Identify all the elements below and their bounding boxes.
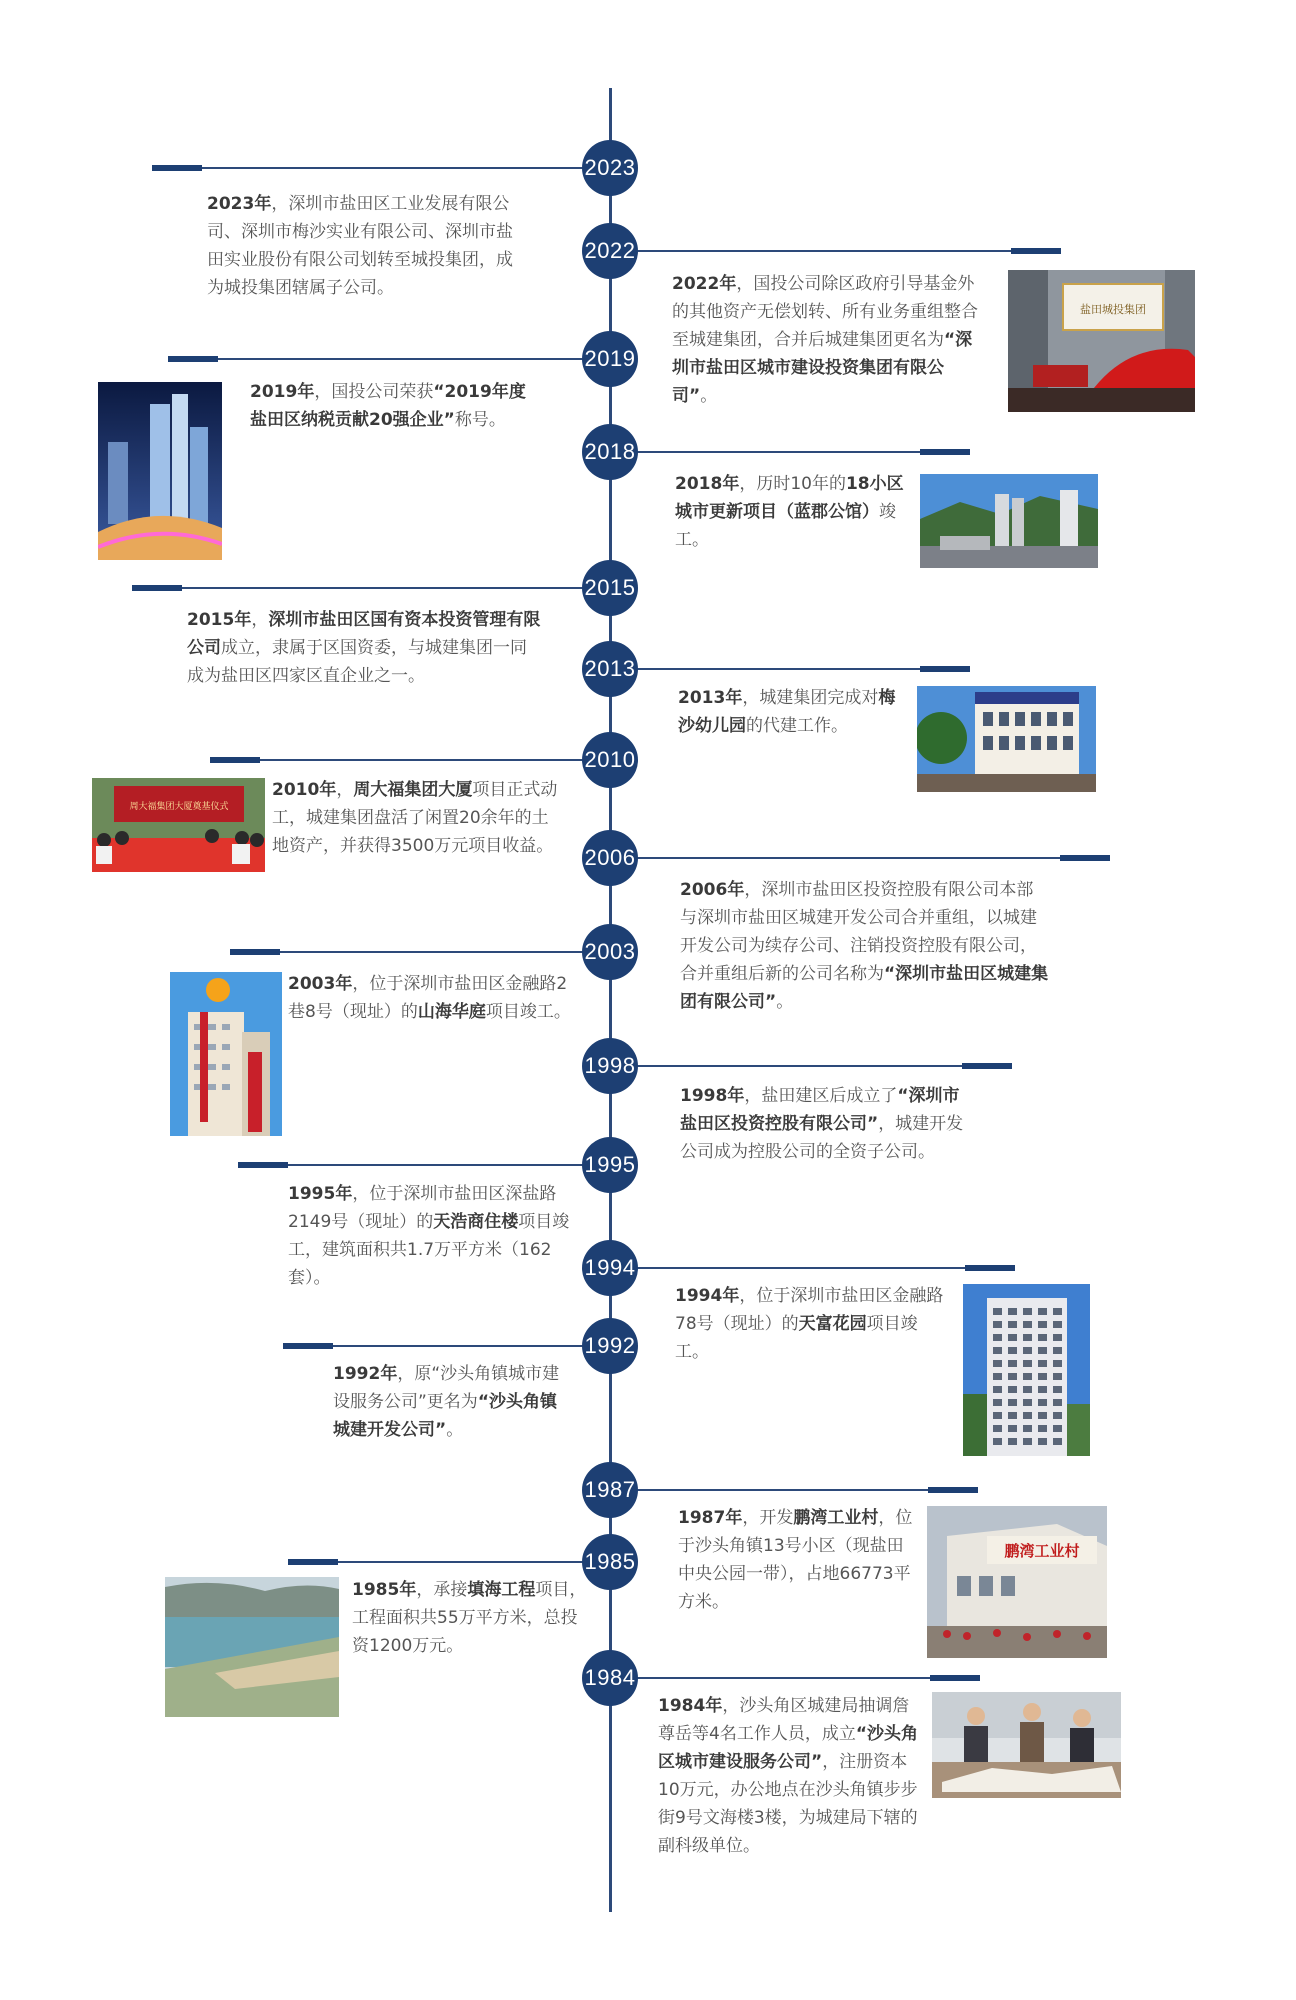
event-text-bold: 1998年 [680, 1086, 745, 1106]
event-text-span: ，原“沙头角镇城市建设服务公司”更名为 [333, 1364, 560, 1412]
event-text-bold: 2019年 [250, 382, 315, 402]
event-text-bold: 周大福集团大厦 [353, 780, 473, 800]
event-text-span: ，承接 [416, 1580, 468, 1600]
event-text-span: 项目竣工，建筑面积共1.7万平方米（162套）。 [288, 1212, 570, 1288]
connector-cap-1995 [238, 1162, 288, 1168]
event-text-bold: “深圳市盐田区投资控股有限公司” [680, 1086, 960, 1134]
event-text-span: 项目正式动工，城建集团盘活了闲置20余年的土地资产，并获得3500万元项目收益。 [272, 780, 558, 856]
connector-cap-2022 [1011, 248, 1061, 254]
year-marker-1995: 1995 [582, 1137, 638, 1193]
year-marker-2019: 2019 [582, 331, 638, 387]
year-marker-2023: 2023 [582, 140, 638, 196]
event-text-span: ，深圳市盐田区投资控股有限公司本部与深圳市盐田区城建开发公司合并重组，以城建开发公司为续存公司、注销投资控股有限公司，合并重组后新的公司名称为 [680, 880, 1037, 984]
event-text-bold: 山海华庭 [417, 1002, 486, 1022]
connector-cap-2018 [920, 449, 970, 455]
connector-line-2022 [610, 250, 1061, 252]
connector-line-2018 [610, 451, 970, 453]
event-text-bold: 1992年 [333, 1364, 398, 1384]
event-text-span: ，城建集团完成对 [742, 688, 879, 708]
event-text-2015 [187, 606, 542, 690]
event-text-1994 [675, 1282, 950, 1366]
event-text-1995 [288, 1180, 573, 1292]
event-text-bold: 梅沙幼儿园 [678, 688, 896, 736]
event-text-span: ，开发 [742, 1508, 794, 1528]
event-photo-2013 [917, 686, 1096, 792]
event-text-bold: “深圳市盐田区城建集团有限公司” [680, 964, 1049, 1012]
event-text-span: 项目，工程面积共55万平方米，总投资1200万元。 [352, 1580, 587, 1656]
event-text-span: 的代建工作。 [746, 716, 848, 736]
event-text-2022 [672, 270, 987, 410]
event-text-bold: 1994年 [675, 1286, 740, 1306]
event-text-span: 项目竣工。 [675, 1314, 918, 1362]
event-text-1987 [678, 1504, 918, 1616]
event-text-2003 [288, 970, 573, 1026]
event-text-span: 。 [776, 992, 794, 1012]
event-text-2019 [250, 378, 540, 434]
year-marker-1987: 1987 [582, 1462, 638, 1518]
connector-cap-2023 [152, 165, 202, 171]
year-marker-2006: 2006 [582, 830, 638, 886]
connector-cap-2003 [230, 949, 280, 955]
event-text-span: 成立，隶属于区国资委，与城建集团一同成为盐田区四家区直企业之一。 [187, 638, 527, 686]
event-text-span: 。 [700, 386, 718, 406]
year-marker-2013: 2013 [582, 641, 638, 697]
event-text-span: ，国投公司荣获 [314, 382, 434, 402]
connector-cap-2010 [210, 757, 260, 763]
connector-cap-2019 [168, 356, 218, 362]
connector-line-2019 [168, 358, 610, 360]
connector-line-1994 [610, 1267, 1015, 1269]
year-marker-1992: 1992 [582, 1318, 638, 1374]
connector-cap-2015 [132, 585, 182, 591]
event-photo-2019 [98, 382, 222, 560]
event-text-span: ，位于深圳市盐田区金融路78号（现址）的 [675, 1286, 944, 1334]
event-text-bold: 1984年 [658, 1696, 723, 1716]
event-text-span: ，注册资本10万元，办公地点在沙头角镇步步街9号文海楼3楼，为城建局下辖的副科级单位。 [658, 1752, 918, 1856]
event-text-bold: 18小区城市更新项目（蓝郡公馆） [675, 474, 904, 522]
event-text-2023 [207, 190, 529, 302]
event-text-span: ，城建开发公司成为控股公司的全资子公司。 [680, 1114, 964, 1162]
event-photo-1985 [165, 1577, 339, 1717]
event-text-2006 [680, 876, 1050, 1016]
connector-line-2010 [210, 759, 610, 761]
year-marker-1984: 1984 [582, 1650, 638, 1706]
event-text-span: ，盐田建区后成立了 [744, 1086, 898, 1106]
event-photo-2010 [92, 778, 265, 872]
event-text-bold: 2022年 [672, 274, 737, 294]
event-text-bold: 深圳市盐田区国有资本投资管理有限公司 [187, 610, 541, 658]
connector-cap-2013 [920, 666, 970, 672]
event-text-2018 [675, 470, 905, 554]
event-photo-1987 [927, 1506, 1107, 1658]
connector-line-2015 [132, 587, 610, 589]
connector-cap-1985 [288, 1559, 338, 1565]
connector-cap-2006 [1060, 855, 1110, 861]
connector-cap-1987 [928, 1487, 978, 1493]
event-text-bold: 2013年 [678, 688, 743, 708]
event-text-span: 称号。 [454, 410, 506, 430]
event-text-bold: 2015年 [187, 610, 252, 630]
event-text-span: ，位于沙头角镇13号小区（现盐田中央公园一带），占地66773平方米。 [678, 1508, 913, 1612]
event-text-1992 [333, 1360, 573, 1444]
event-text-1984 [658, 1692, 923, 1860]
event-text-span: ，位于深圳市盐田区金融路2巷8号（现址）的 [288, 974, 568, 1022]
event-text-bold: 1987年 [678, 1508, 743, 1528]
year-marker-2022: 2022 [582, 223, 638, 279]
connector-cap-1998 [962, 1063, 1012, 1069]
event-photo-2003 [170, 972, 282, 1136]
connector-line-1987 [610, 1489, 978, 1491]
connector-line-1984 [610, 1677, 980, 1679]
event-text-bold: 天富花园 [798, 1314, 867, 1334]
event-text-bold: 2023年 [207, 194, 272, 214]
connector-line-2023 [152, 167, 610, 169]
event-text-span: 竣工。 [675, 502, 896, 550]
event-text-2010 [272, 776, 564, 860]
year-marker-2018: 2018 [582, 424, 638, 480]
event-text-span: ，国投公司除区政府引导基金外的其他资产无偿划转、所有业务重组整合至城建集团，合并后城建集团更名为 [672, 274, 978, 350]
year-marker-2003: 2003 [582, 924, 638, 980]
event-text-bold: “深圳市盐田区城市建设投资集团有限公司” [672, 330, 973, 406]
connector-line-1995 [238, 1164, 610, 1166]
event-text-span: 项目竣工。 [485, 1002, 571, 1022]
event-text-bold: “2019年度盐田区纳税贡献20强企业” [250, 382, 526, 430]
event-text-2013 [678, 684, 908, 740]
event-text-span: ，位于深圳市盐田区深盐路2149号（现址）的 [288, 1184, 557, 1232]
event-text-span: 。 [446, 1420, 464, 1440]
event-text-bold: 天浩商住楼 [433, 1212, 519, 1232]
year-marker-1994: 1994 [582, 1240, 638, 1296]
event-text-bold: 1995年 [288, 1184, 353, 1204]
event-text-1998 [680, 1082, 975, 1166]
connector-line-2006 [610, 857, 1110, 859]
event-text-bold: 2003年 [288, 974, 353, 994]
connector-cap-1994 [965, 1265, 1015, 1271]
event-text-bold: 2006年 [680, 880, 745, 900]
svg-text:鹏湾工业村: 鹏湾工业村 [1004, 1542, 1080, 1560]
event-text-bold: “沙头角区城市建设服务公司” [658, 1724, 919, 1772]
event-text-span: ，沙头角区城建局抽调詹尊岳等4名工作人员，成立 [658, 1696, 910, 1744]
connector-cap-1984 [930, 1675, 980, 1681]
svg-text:盐田城投集团: 盐田城投集团 [1080, 303, 1146, 316]
event-photo-1984 [932, 1692, 1121, 1798]
connector-line-1998 [610, 1065, 1012, 1067]
event-text-1985 [352, 1576, 592, 1660]
event-text-bold: 鹏湾工业村 [793, 1508, 879, 1528]
connector-line-2003 [230, 951, 610, 953]
event-text-bold: 2010年 [272, 780, 337, 800]
event-photo-1994 [963, 1284, 1090, 1456]
event-text-span: ，深圳市盐田区工业发展有限公司、深圳市梅沙实业有限公司、深圳市盐田实业股份有限公司划转至城投集团，成为城投集团辖属子公司。 [207, 194, 513, 298]
event-photo-2018 [920, 474, 1098, 568]
connector-cap-1992 [283, 1343, 333, 1349]
event-text-bold: 2018年 [675, 474, 740, 494]
year-marker-2015: 2015 [582, 560, 638, 616]
year-marker-1985: 1985 [582, 1534, 638, 1590]
event-text-span: ， [251, 610, 269, 630]
event-text-bold: 填海工程 [467, 1580, 536, 1600]
event-photo-2022 [1008, 270, 1195, 412]
event-text-bold: 1985年 [352, 1580, 417, 1600]
svg-text:周大福集团大厦奠基仪式: 周大福集团大厦奠基仪式 [129, 802, 229, 812]
year-marker-1998: 1998 [582, 1038, 638, 1094]
event-text-span: ， [336, 780, 354, 800]
event-text-bold: “沙头角镇城建开发公司” [333, 1392, 557, 1440]
event-text-span: ，历时10年的 [739, 474, 846, 494]
year-marker-2010: 2010 [582, 732, 638, 788]
connector-line-2013 [610, 668, 970, 670]
